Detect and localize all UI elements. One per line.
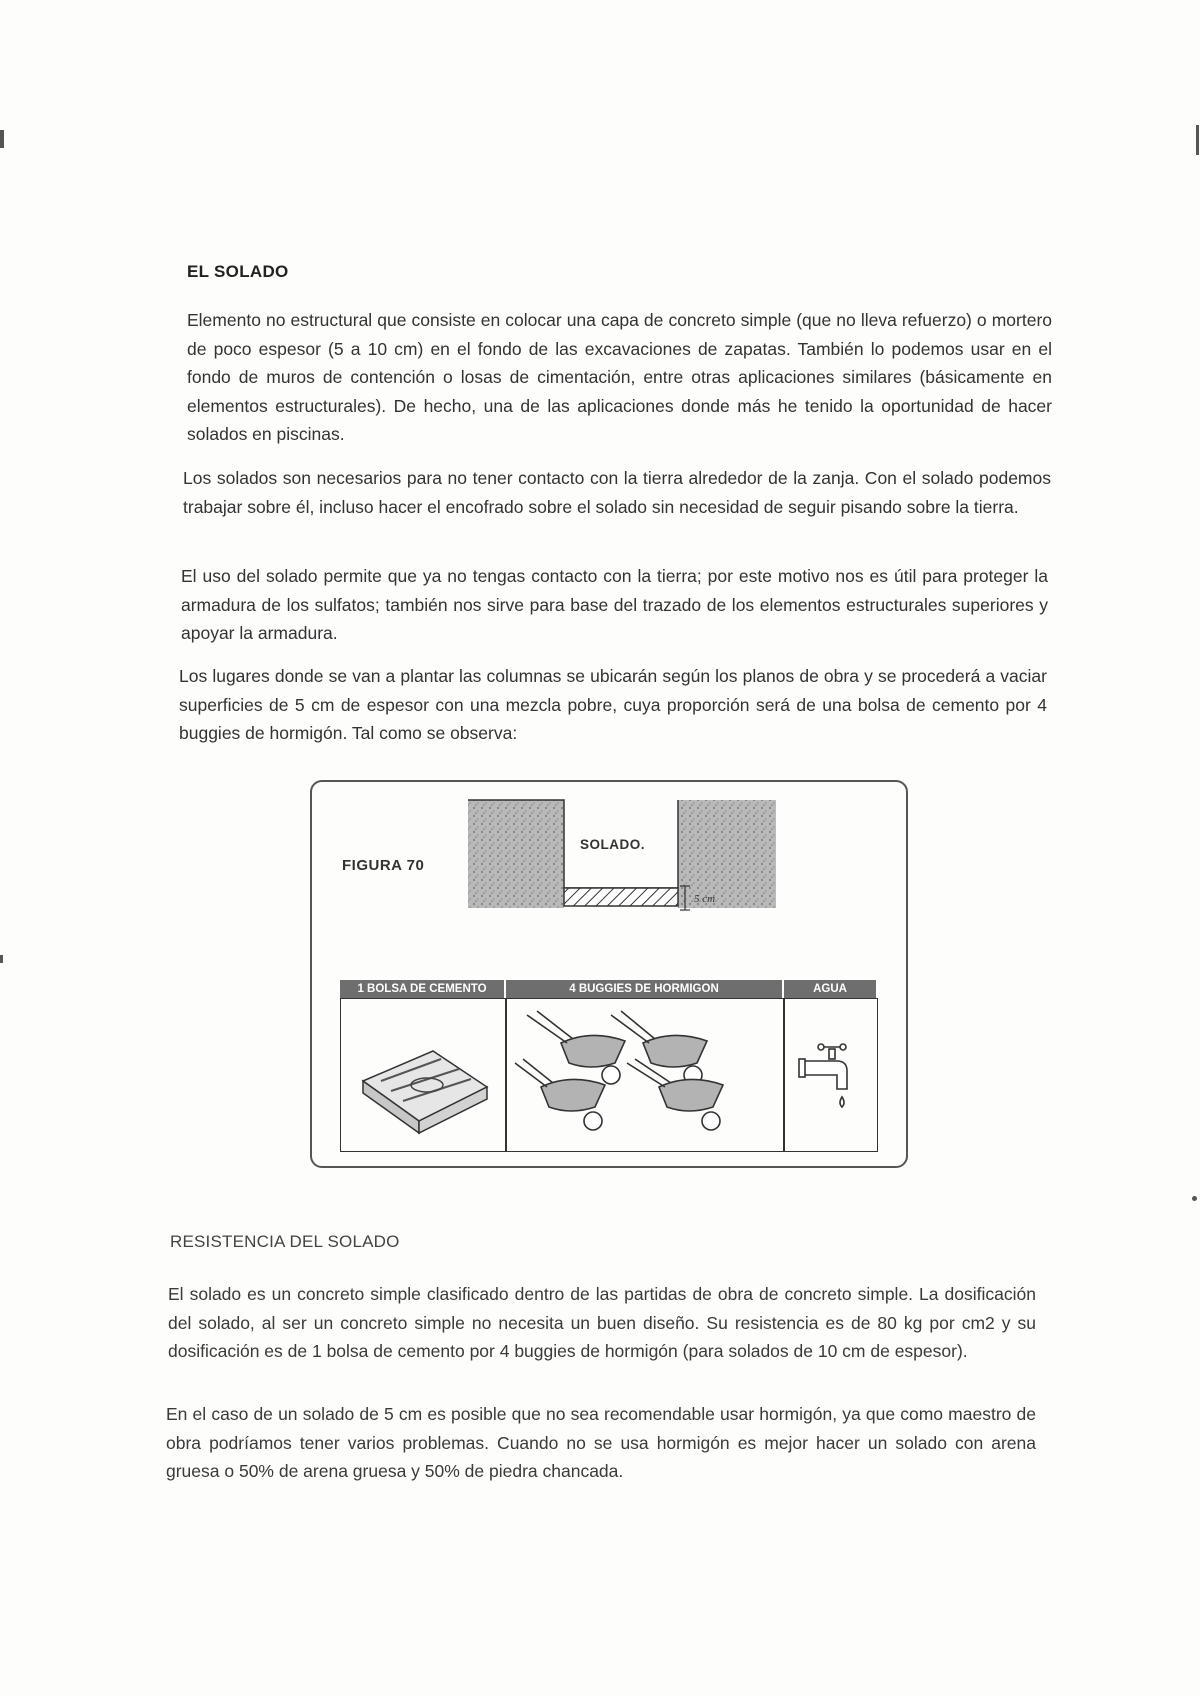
- soil-left: [468, 800, 564, 908]
- solado-label: SOLADO.: [580, 837, 646, 852]
- thickness-label: 5 cm: [694, 893, 716, 905]
- section-title: EL SOLADO: [187, 262, 289, 281]
- column-header-buggies: 4 BUGGIES DE HORMIGON: [506, 980, 782, 998]
- soil-right: [678, 800, 776, 908]
- cement-cell: [340, 998, 506, 1152]
- paragraph: El uso del solado permite que ya no tengas contacto con la tierra; por este motivo nos es útil para proteger la armadura de los sulfatos; también nos sirve para base del trazado de los elementos estructurales superiores y apoyar la armadura.: [181, 566, 1048, 643]
- scan-edge-mark: [0, 955, 3, 963]
- paragraph: Elemento no estructural que consiste en colocar una capa de concreto simple (que no lleva refuerzo) o mortero de poco espesor (5 a 10 cm) en el fondo de las excavaciones de zapatas. También lo podemos usar en el fondo de muros de contención o losas de cimentación, entre otras aplicaciones similares (básicamente en elementos estructurales). De hecho, una de las aplicaciones donde más he tenido la oportunidad de hacer solados en piscinas.: [187, 310, 1052, 444]
- solado-layer: [564, 888, 678, 906]
- paragraph: Los lugares donde se van a plantar las columnas se ubicarán según los planos de obra y se procederá a vaciar superficies de 5 cm de espesor con una mezcla pobre, cuya proporción será de una bolsa de cemento por 4 buggies de hormigón. Tal como se observa:: [179, 666, 1047, 743]
- scan-edge-mark: [0, 130, 4, 148]
- faucet-icon: [785, 999, 875, 1149]
- section-title: RESISTENCIA DEL SOLADO: [170, 1232, 400, 1251]
- cement-bag-icon: [341, 999, 501, 1149]
- buggies-cell: [506, 998, 784, 1152]
- paragraph: Los solados son necesarios para no tener contacto con la tierra alrededor de la zanja. Con el solado podemos trabajar sobre él, incluso hacer el encofrado sobre el solado sin necesidad de seguir pisando sobre la tierra.: [183, 468, 1051, 517]
- scan-edge-mark: [1196, 125, 1199, 155]
- figure-label: FIGURA 70: [342, 857, 425, 874]
- paragraph: En el caso de un solado de 5 cm es posible que no sea recomendable usar hormigón, ya que como maestro de obra podríamos tener varios problemas. Cuando no se usa hormigón es mejor hacer un solado con arena gruesa o 50% de arena gruesa y 50% de piedra chancada.: [166, 1404, 1036, 1481]
- column-header-cement: 1 BOLSA DE CEMENTO: [340, 980, 504, 998]
- wheelbarrows-icon: [507, 999, 781, 1149]
- water-cell: [784, 998, 878, 1152]
- column-header-water: AGUA: [784, 980, 876, 998]
- scan-edge-mark: [1192, 1196, 1197, 1201]
- figure-70: [310, 780, 908, 1168]
- trench-illustration: [312, 782, 906, 982]
- paragraph: El solado es un concreto simple clasificado dentro de las partidas de obra de concreto simple. La dosificación del solado, al ser un concreto simple no necesita un buen diseño. Su resistencia es de 80 kg por cm2 y su dosificación es de 1 bolsa de cemento por 4 buggies de hormigón (para solados de 10 cm de espesor).: [168, 1284, 1036, 1361]
